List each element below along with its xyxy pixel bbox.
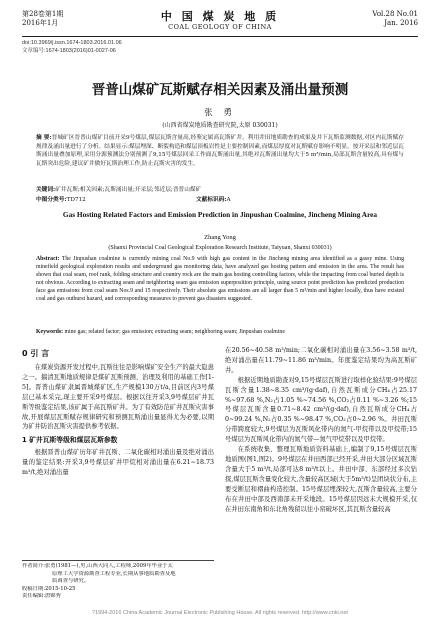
footnote-line: 作者简介:张勇(1981—),男,山西大同人,工程师,2009年毕业于太: [22, 563, 173, 569]
abstract-cn: [36, 134, 404, 168]
abstract-cn-label: 摘 要:: [36, 135, 52, 141]
responsible-editor: 责任编辑:唐锦秀: [22, 593, 61, 600]
document-code: [196, 196, 231, 204]
author-cn: 张 勇: [204, 108, 236, 118]
article-title-cn: 晋普山煤矿瓦斯赋存相关因素及涌出量预测: [91, 82, 349, 98]
author-footnote: [22, 560, 214, 601]
clc-label: 中图分类号:: [36, 197, 67, 203]
article-number: 文章编号:1674-1803(2016)01-0027-06: [22, 48, 116, 54]
keywords-cn-text: 矿井瓦斯;相关因素;瓦斯涌出量;开采层;邻近层;晋普山煤矿: [55, 187, 202, 193]
header-center: [22, 10, 418, 31]
keywords-en-text: mine gas; related factor; gas emission; extracting seam; neighboring seam; Jinpushan coalmine: [64, 329, 285, 335]
keywords-cn-label: 关键词:: [36, 187, 56, 193]
page-header: [22, 10, 418, 36]
section-title-introduction: 0 引 言: [22, 349, 50, 358]
article-title-en: Gas Hosting Related Factors and Emission Prediction in Jinpushan Coalmine, Jincheng Mining Area: [62, 210, 378, 219]
body-paragraph: 根据近期地质勘查对9,15号煤层瓦斯进行取样化验结果:9号煤层瓦斯含量1.38~8.35 cm³/(g·daf),自然瓦斯成分CH₄占25.17 %~97.68 %,N₂占1.05 %~74.56 %,CO₂占0.11 %~3.26 %;15号煤层瓦斯含量0.71~8.42 cm³/(g·daf),自然瓦斯成分CH₄占0~99.24 %,N₂占0.35 %~98.47 %,CO₂占0~2.96 %。井田瓦斯分带跨度较大,9号煤层为瓦斯风化带内的氮气-甲烷带以及甲烷带;15号煤层为瓦斯风化带内的氮气带—氮气甲烷带以及甲烷带。: [225, 376, 417, 444]
keywords-cn: [36, 186, 404, 194]
abstract-en-text: The Jinpushan coalmine is currently mining coal No.9 with high gas content in the Jincheng mining area identified as a gassy mine. Using minefield geological exploration results and underground gas monitoring data, have analyzed gas hosting pattern and emission in the area. The result has shown that coal seam, roof rank, folding structure and country rock are the main gas hosting controlling factors, while the impacting from coal buried depth is not obvious. According to extracting seam and neighboring seam gas emission superposition principle, using source point prediction has predicted production face gas emissions from coal seam Nos.9 and 15 respectively. Their absolute gas emissions are all larger than 5 m³/min and higher locally, thus have existed coal and gas outburst hazard, and corresponding measures to prevent gas disasters suggested.: [36, 256, 404, 302]
body-column-left: [22, 346, 214, 478]
clc-number: [36, 196, 86, 204]
doc-label: 文献标识码:: [196, 197, 227, 203]
body-paragraph: 在系统收集、整理瓦斯地质资料基础上,编制了9,15号煤层瓦斯地质图(图1,图2)。9号煤层在井田西部已经开采,井田大部分区域瓦斯含量大于5 m³/t,局部可达8 m³/t以上。井田中部、东部经过多次钻探,煤层瓦斯含量变化较大,含量较高区域(大于5m³/t)呈团块状分布,主要受断层和褶曲构造控制。15号煤层埋深较大,瓦斯含量较高,主要分布在井田中部及西南部未开采地段。15号煤层因远未大规模开采,仅在井田东南角和东北角残留以往小窑破坏区,其瓦斯含量较高: [225, 446, 417, 513]
abstract-cn-text: 晋城矿区晋普山煤矿目前开采9号煤层,煤层瓦斯含量高,经鉴定属高瓦斯矿井。利用井田地质勘查的成果及井下瓦斯监测数据,对区内瓦斯赋存规律及涌出量进行了分析。结果显示:煤层埋深、断裂构造和煤层顶板岩性是主要控制因素,而煤层厚度对瓦斯赋存影响不明显。按开采层和邻近层瓦斯涌出量叠加原理,采用分源预测法分别预测了9,15号煤层回采工作面瓦斯涌出量,其绝对瓦斯涌出量均大于5 m³/min,局部瓦斯含量较高,具有煤与瓦斯突出危险,建议矿井做好瓦斯治理工作,防止瓦斯灾害的发生。: [36, 135, 404, 167]
body-paragraph: 在20.56~40.58 m³/min;二氧化碳相对涌出量在3.56~3.58 m³/t,绝对涌出量在11.79~11.86 m³/min。年度鉴定结果均为高瓦斯矿井。: [225, 347, 417, 374]
body-column-right: [225, 346, 417, 514]
date-en: Jan. 2016: [384, 19, 418, 27]
section-title-gas-grade: 1 矿井瓦斯等级和煤层瓦斯参数: [22, 436, 118, 445]
footnote-line: 原理工大学资源勘查工程专业,长期从事地质勘查及地: [52, 570, 176, 577]
journal-name-cn: 中 国 煤 炭 地 质: [160, 10, 280, 23]
volume-cn: 第28卷第1期: [22, 10, 64, 18]
journal-name-en: COAL GEOLOGY OF CHINA: [168, 23, 272, 31]
received-date: 收稿日期:2015-10-25: [22, 585, 76, 592]
author-en: Zhang Yong: [204, 234, 236, 241]
header-right: [372, 10, 418, 28]
abstract-en-label: Abstract:: [36, 256, 60, 262]
affiliation-en: (Shanxi Provincial Coal Geological Exploration Research Institute, Taiyuan, Shanxi 030031): [108, 245, 332, 251]
clc-value: TD712: [66, 197, 86, 203]
keywords-en: [36, 328, 404, 336]
keywords-en-label: Keywords:: [36, 329, 64, 335]
header-rule: [22, 36, 418, 37]
body-paragraph: 在煤炭资源开发过程中,瓦斯往往是影响煤矿安全生产的最大隐患之一。搞清瓦斯地质规律是煤矿瓦斯预测、治理及利用的基础工作[1-5]。晋普山煤矿隶属晋城煤矿区,生产规模130万t/a,目前区内3号煤层已基本采完,现主要开采9号煤层。根据以往开采3,9号煤层矿井瓦斯等级鉴定结果,该矿属于高瓦斯矿井。为了有效防范矿井瓦斯灾害事故,开展煤层瓦斯赋存规律研究和预测瓦斯涌出量显得尤为必要,以期为矿井防治瓦斯灾害提供参考依据。: [22, 364, 214, 431]
volume-en: Vol.28 No.01: [372, 10, 418, 18]
doi-line: doi:10.3969/j.issn.1674-1803.2016.01.06: [22, 40, 122, 46]
affiliation-cn: (山西省煤炭地质勘查研究院,太原 030031): [162, 122, 278, 129]
doc-value: A: [226, 197, 231, 203]
copyright-line: ?1994-2016 China Academic Journal Electronic Publishing House. All rights reserved. http://www.cnki.net: [92, 610, 348, 616]
body-paragraph: 根据晋普山煤矿历年矿井瓦斯、二氧化碳相对涌出量及绝对涌出量的鉴定结果:开采3,9号煤层矿井甲烷相对涌出量在6.21~18.73 m³/t,绝对涌出量: [22, 449, 214, 477]
classification-row: [36, 196, 404, 204]
footnote-line: 质调查与研究。: [52, 578, 90, 585]
date-cn: 2016年1月: [22, 19, 59, 27]
abstract-en: [36, 256, 404, 303]
